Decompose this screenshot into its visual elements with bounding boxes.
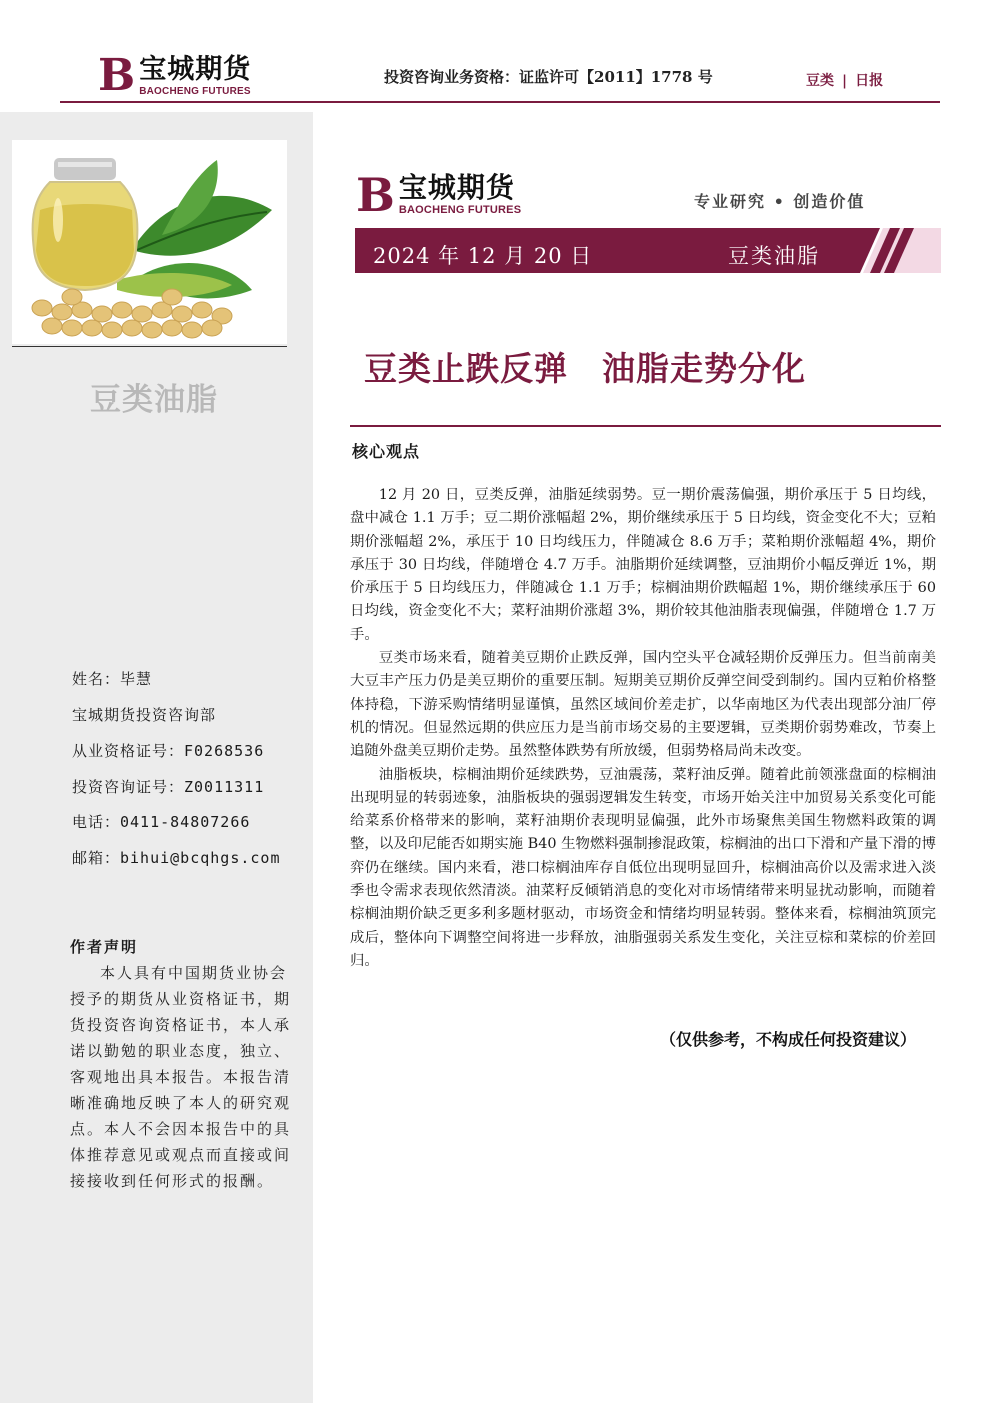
paragraph-market-summary: 12 月 20 日，豆类反弹，油脂延续弱势。豆一期价震荡偏强，期价承压于 5 日均线，盘中减仓 1.1 万手；豆二期价涨幅超 2%，期价继续承压于 5 日均线，资金变化不大；豆粕期价涨幅超 2%，承压于 10 日均线压力，伴随减仓 8.6 万手；菜粕期价涨幅超 4%，期价承压于 30 日均线，伴随增仓 4.7 万手。油脂期价延续调整，豆油期价小幅反弹近 1%，期价承压于 5 日均线压力，伴随减仓 1.1 万手；棕榈油期价跌幅超 1%，期价继续承压于 60 日均线，资金变化不大；菜籽油期价涨超 3%，期价较其他油脂表现偏强，伴随增仓 1.7 万手。 (350, 487, 936, 643)
brand-name-cn: 宝城期货 (398, 171, 515, 204)
header-divider (60, 101, 940, 103)
brand-mark-icon: B (98, 50, 136, 101)
paragraph-soybean-market: 豆类市场来看，随着美豆期价止跌反弹，国内空头平仓减轻期价反弹压力。但当前南美大豆丰产压力仍是美豆期价的重要压制。短期美豆期价反弹空间受到制约。国内豆粕价格整体持稳，下游采购情绪明显谨慎，虽然区域间价差走扩，以华南地区为代表出现部分油厂停机的情况。但显然远期的供应压力是当前市场交易的主要逻辑，豆类期价弱势难改，节奏上追随外盘美豆期价走势。虽然整体跌势有所放缓，但弱势格局尚未改变。 (350, 650, 936, 760)
report-type-tag (806, 70, 883, 90)
author-consult-cert: 投资咨询证号：Z0011311 (72, 778, 265, 796)
author-name: 姓名：毕慧 (72, 670, 153, 688)
header-logo (98, 50, 252, 101)
main-logo (356, 168, 522, 222)
author-statement-body: 本人具有中国期货业协会授予的期货从业资格证书，期货投资咨询资格证书，本人承诺以勤勉的职业态度，独立、客观地出具本报告。本报告清晰准确地反映了本人的研究观点。本人不会因本报告中的具体推荐意见或观点而直接或间接接收到任何形式的报酬。 (70, 964, 292, 1190)
tag-frequency: 日报 (855, 73, 884, 89)
slogan: 专业研究 • 创造价值 (694, 192, 866, 211)
paragraph-oils-market: 油脂板块，棕榈油期价延续跌势，豆油震荡，菜籽油反弹。随着此前领涨盘面的棕榈油出现明显的转弱迹象，油脂板块的强弱逻辑发生转变，市场开始关注中加贸易关系变化可能给菜系价格带来的影响，菜籽油期价表现明显偏强，此外市场聚焦美国生物燃料政策的调整，以及印尼能否如期实施 B40 生物燃料强制掺混政策，棕榈油的出口下滑和产量下滑的博弈仍在继续。国内来看，港口棕榈油库存自低位出现明显回升，棕榈油高价以及需求进入淡季也令需求表现依然清淡。油菜籽反倾销消息的变化对市场情绪带来明显扰动影响，而随着棕榈油期价缺乏更多利多题材驱动，市场资金和情绪均明显转弱。整体来看，棕榈油筑顶完成后，整体向下调整空间将进一步释放，油脂强弱关系发生变化，关注豆棕和菜棕的价差回归。 (350, 766, 936, 969)
title-divider (350, 425, 941, 427)
brand-name-en: BAOCHENG FUTURES (139, 85, 251, 97)
report-category: 豆类油脂 (728, 244, 820, 268)
brand-mark-icon: B (356, 168, 395, 222)
author-statement-title: 作者声明 (70, 938, 139, 956)
tag-category: 豆类 (806, 73, 834, 89)
report-body (350, 484, 936, 973)
author-phone: 电话：0411-84807266 (72, 813, 251, 831)
soybean-oil-jar-image (12, 140, 287, 344)
author-email: 邮箱：bihui@bcqhgs.com (72, 849, 281, 867)
core-view-heading: 核心观点 (352, 442, 421, 461)
disclaimer: （仅供参考，不构成任何投资建议） (660, 1030, 917, 1049)
author-department: 宝城期货投资咨询部 (72, 706, 217, 724)
brand-name-cn: 宝城期货 (139, 53, 252, 85)
report-title: 豆类止跌反弹 油脂走势分化 (364, 349, 806, 388)
sidebar-section-title: 豆类油脂 (90, 382, 218, 418)
author-practice-cert: 从业资格证号：F0268536 (72, 742, 265, 760)
sidebar-image-divider (12, 346, 287, 347)
license-text: 投资咨询业务资格：证监许可【2011】1778 号 (384, 68, 713, 86)
report-date: 2024 年 12 月 20 日 (373, 244, 593, 268)
brand-name-en: BAOCHENG FUTURES (398, 204, 522, 216)
tag-separator: | (842, 73, 848, 89)
